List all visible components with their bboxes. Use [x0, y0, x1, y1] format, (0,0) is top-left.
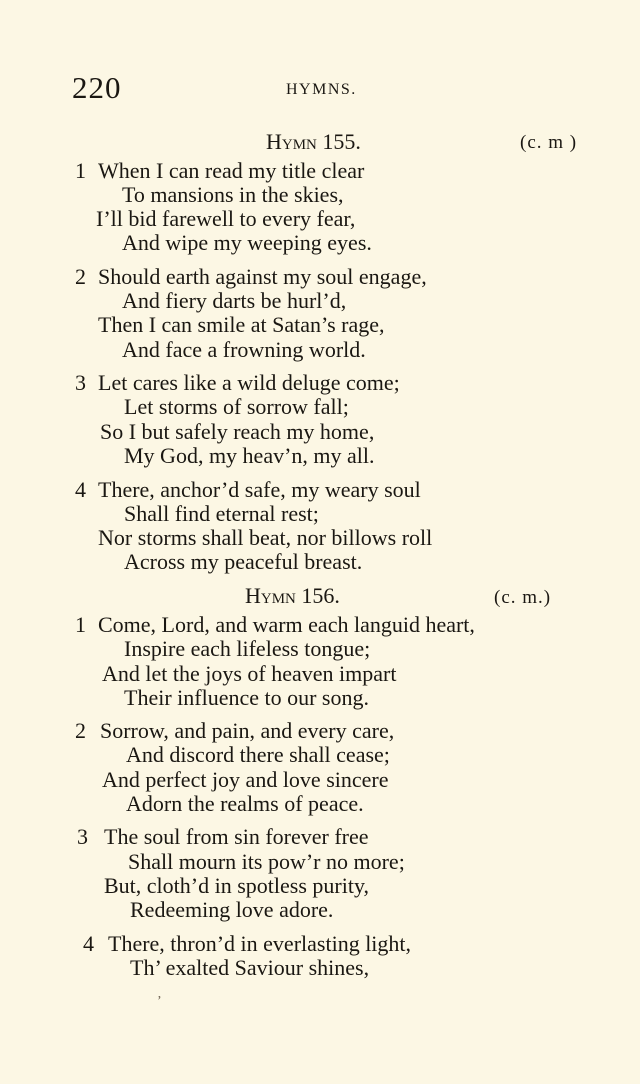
running-head: HYMNS. [286, 81, 357, 98]
verse-line: And wipe my weeping eyes. [122, 230, 372, 255]
verse-number: 2 [75, 718, 86, 743]
verse-number: 2 [75, 264, 86, 289]
hymn-title: Hymn 155. [266, 129, 361, 154]
verse-line: Then I can smile at Satan’s rage, [98, 312, 385, 337]
verse-line: I’ll bid farewell to every fear, [96, 206, 356, 231]
verse-line: There, anchor’d safe, my weary soul [98, 477, 421, 502]
verse-line: Inspire each lifeless tongue; [124, 636, 371, 661]
verse-line: Let storms of sorrow fall; [124, 394, 349, 419]
verse-line: Come, Lord, and warm each languid heart, [98, 612, 475, 637]
verse-number: 3 [75, 370, 86, 395]
verse-line: Across my peaceful breast. [124, 549, 363, 574]
verse-line: The soul from sin forever free [104, 824, 369, 849]
verse-line: Let cares like a wild deluge come; [98, 370, 400, 395]
verse-line: So I but safely reach my home, [100, 419, 375, 444]
page-number: 220 [72, 70, 122, 105]
verse-number: 4 [83, 931, 94, 956]
verse-line: Their influence to our song. [124, 685, 369, 710]
verse-number: 4 [75, 477, 86, 502]
verse-line: Should earth against my soul engage, [98, 264, 427, 289]
verse-number: 1 [75, 158, 86, 183]
verse-number: 3 [77, 824, 88, 849]
verse-line: Th’ exalted Saviour shines, [130, 955, 370, 980]
stray-print-mark: ’ [157, 994, 162, 1009]
hymn-meter: (c. m ) [520, 132, 578, 153]
verse-line: To mansions in the skies, [122, 182, 344, 207]
verse-line: And face a frowning world. [122, 337, 366, 362]
verse-line: My God, my heav’n, my all. [124, 443, 375, 468]
verse-line: And discord there shall cease; [126, 742, 390, 767]
hymn-title: Hymn 156. [245, 583, 340, 608]
verse-line: Redeeming love adore. [130, 897, 334, 922]
verse-line: Shall mourn its pow’r no more; [128, 849, 405, 874]
verse-line: Shall find eternal rest; [124, 501, 319, 526]
hymn-meter: (c. m.) [494, 587, 552, 608]
verse-number: 1 [75, 612, 86, 637]
verse-line: Sorrow, and pain, and every care, [100, 718, 395, 743]
verse-line: Adorn the realms of peace. [126, 791, 364, 816]
verse-line: And perfect joy and love sincere [102, 767, 389, 792]
verse-line: Nor storms shall beat, nor billows roll [98, 525, 433, 550]
verse-line: And let the joys of heaven impart [102, 661, 397, 686]
verse-line: There, thron’d in everlasting light, [108, 931, 412, 956]
verse-line: And fiery darts be hurl’d, [122, 288, 347, 313]
verse-line: But, cloth’d in spotless purity, [104, 873, 370, 898]
verse-line: When I can read my title clear [98, 158, 365, 183]
